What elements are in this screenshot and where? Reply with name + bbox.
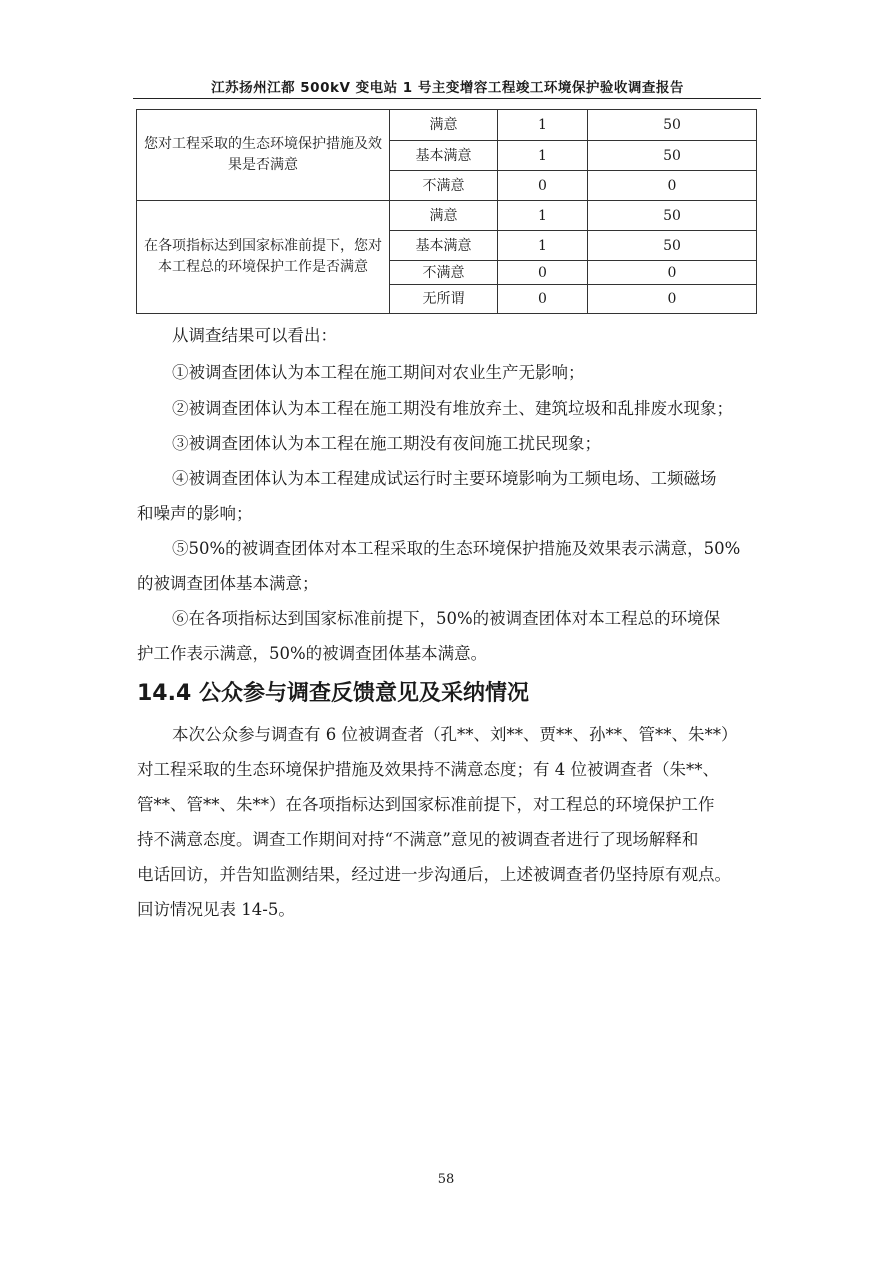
- running-header: 江苏扬州江都 500kV 变电站 1 号主变增容工程竣工环境保护验收调查报告: [211, 80, 684, 96]
- percent-cell: 50: [588, 201, 757, 231]
- result-item-4-cont: 和噪声的影响；: [137, 504, 253, 523]
- count-cell: 1: [498, 231, 588, 261]
- percent-cell: 0: [588, 261, 757, 285]
- option-cell: 不满意: [390, 171, 498, 201]
- option-cell: 无所谓: [390, 285, 498, 314]
- result-item-3: ③被调查团体认为本工程在施工期没有夜间施工扰民现象；: [172, 434, 601, 453]
- option-cell: 满意: [390, 110, 498, 141]
- count-cell: 1: [498, 201, 588, 231]
- option-cell: 不满意: [390, 261, 498, 285]
- question-cell: 在各项指标达到国家标准前提下，您对本工程总的环境保护工作是否满意: [137, 201, 390, 314]
- results-intro: 从调查结果可以看出：: [172, 326, 337, 345]
- option-cell: 满意: [390, 201, 498, 231]
- result-item-5: ⑤50%的被调查团体对本工程采取的生态环境保护措施及效果表示满意，50%: [172, 539, 741, 558]
- table-row: [137, 110, 757, 141]
- option-cell: 基本满意: [390, 231, 498, 261]
- count-cell: 0: [498, 171, 588, 201]
- result-item-5-cont: 的被调查团体基本满意；: [137, 574, 319, 593]
- percent-cell: 50: [588, 231, 757, 261]
- result-item-1: ①被调查团体认为本工程在施工期间对农业生产无影响；: [172, 363, 585, 382]
- result-item-6: ⑥在各项指标达到国家标准前提下，50%的被调查团体对本工程总的环境保: [172, 609, 721, 628]
- section-paragraph-line: 对工程采取的生态环境保护措施及效果持不满意态度；有 4 位被调查者（朱**、: [137, 760, 719, 779]
- count-cell: 1: [498, 141, 588, 171]
- question-cell: 您对工程采取的生态环境保护措施及效果是否满意: [137, 110, 390, 201]
- section-paragraph-line: 电话回访，并告知监测结果，经过进一步沟通后，上述被调查者仍坚持原有观点。: [137, 865, 731, 884]
- percent-cell: 50: [588, 141, 757, 171]
- table-row: [137, 201, 757, 231]
- option-cell: 基本满意: [390, 141, 498, 171]
- header-rule: [133, 98, 761, 99]
- result-item-6-cont: 护工作表示满意，50%的被调查团体基本满意。: [137, 644, 488, 663]
- percent-cell: 0: [588, 285, 757, 314]
- result-item-2: ②被调查团体认为本工程在施工期没有堆放弃土、建筑垃圾和乱排废水现象；: [172, 399, 733, 418]
- section-paragraph-line: 本次公众参与调查有 6 位被调查者（孔**、刘**、贾**、孙**、管**、朱**）: [172, 725, 738, 744]
- section-paragraph-line: 持不满意态度。调查工作期间对持“不满意”意见的被调查者进行了现场解释和: [137, 830, 699, 849]
- page-number: 58: [437, 1172, 455, 1187]
- percent-cell: 0: [588, 171, 757, 201]
- count-cell: 0: [498, 285, 588, 314]
- section-paragraph-line: 回访情况见表 14-5。: [137, 900, 295, 919]
- count-cell: 1: [498, 110, 588, 141]
- count-cell: 0: [498, 261, 588, 285]
- section-paragraph-line: 管**、管**、朱**）在各项指标达到国家标准前提下，对工程总的环境保护工作: [137, 795, 715, 814]
- result-item-4: ④被调查团体认为本工程建成试运行时主要环境影响为工频电场、工频磁场: [172, 469, 717, 488]
- percent-cell: 50: [588, 110, 757, 141]
- survey-results-table: [136, 109, 757, 314]
- section-heading: 14.4 公众参与调查反馈意见及采纳情况: [137, 681, 529, 706]
